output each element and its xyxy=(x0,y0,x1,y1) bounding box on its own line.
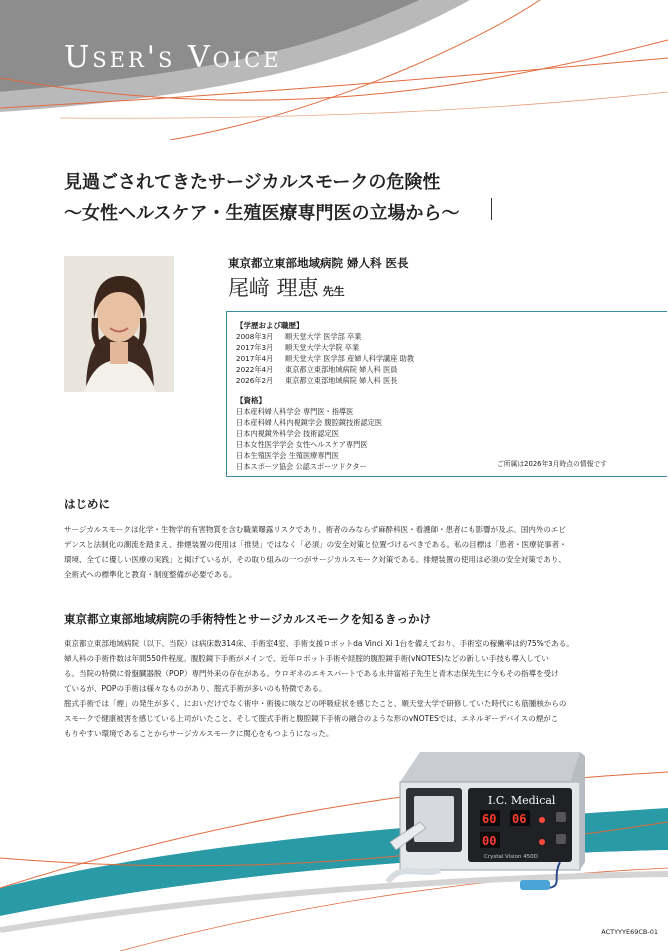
author-name: 尾﨑 理恵 xyxy=(228,276,319,300)
body-line: る。当院の特徴に骨盤臓器脱（POP）専門外来の存在がある。ウロギネのエキスパートである永井富裕子先生と青木志保先生に今もその指導を受け xyxy=(64,669,559,678)
body-line: デンスと法制化の潮流を踏まえ、排煙装置の使用は「推奨」ではなく「必須」の安全対策と位置づけるべきである。私の目標は「患者・医療従事者・ xyxy=(64,540,567,549)
qualification-item: 日本産科婦人科学会 専門医・指導医 xyxy=(236,407,354,416)
career-date: 2008年3月 xyxy=(236,332,274,341)
device-model: Crystal Vision 450D xyxy=(484,854,538,860)
body-line: 全術式への標準化と教育・制度整備が必要である。 xyxy=(64,570,237,579)
career-row xyxy=(236,343,359,353)
qualifications-heading: 【資格】 xyxy=(236,396,266,405)
headline-line-1: 見過ごされてきたサージカルスモークの危険性 xyxy=(64,172,441,193)
display-top-left: 60 xyxy=(482,812,497,826)
career-row xyxy=(236,365,397,375)
career-date: 2017年4月 xyxy=(236,354,274,363)
author-honorific: 先生 xyxy=(322,285,345,298)
body-line: 腟式手術では「煙」の発生が多く、においだけでなく術中・術後に咳などの呼吸症状を感じたこと、順天堂大学で研修していた時代にも筋腫核からの xyxy=(64,699,567,708)
qualification-item: 日本生殖医学会 生殖医療専門医 xyxy=(236,451,339,460)
career-text: 東京都立東部地域病院 婦人科 医員 xyxy=(285,365,398,374)
body-line: もりやすい環境であることからサージカルスモークに関心をもつようになった。 xyxy=(64,729,334,738)
section-heading-intro: はじめに xyxy=(64,497,110,511)
career-row xyxy=(236,332,361,342)
qualification-item: 日本産科婦人科内視鏡学会 腹腔鏡技術認定医 xyxy=(236,418,383,427)
career-text: 順天堂大学 医学部 産婦人科学講座 助教 xyxy=(285,354,415,363)
body-line: ているが、POPの手術は様々なものがあり、腟式手術が多いのも特徴である。 xyxy=(64,684,327,693)
qualification-item: 日本女性医学学会 女性ヘルスケア専門医 xyxy=(236,440,368,449)
headline-line-2: 〜女性ヘルスケア・生殖医療専門医の立場から〜 xyxy=(64,203,460,224)
author-affiliation: 東京都立東部地域病院 婦人科 医長 xyxy=(228,256,409,270)
career-row xyxy=(236,376,397,386)
body-line: スモークで健康被害を感じている上司がいたこと、そして腟式手術と腹腔鏡下手術の融合のような形のvNOTESでは、エネルギーデバイスの煙がこ xyxy=(64,714,559,723)
career-heading: 【学歴および職歴】 xyxy=(236,321,304,330)
body-line: サージカルスモークは化学・生物学的有害物質を含む職業曝露リスクであり、術者のみならず麻酔科医・看護師・患者にも影響が及ぶ。国内外のエビ xyxy=(64,525,566,534)
display-bottom: 00 xyxy=(482,834,497,848)
header-title: User's Voice xyxy=(64,40,282,75)
qualification-item: 日本内視鏡外科学会 技術認定医 xyxy=(236,429,339,438)
career-text: 順天堂大学 医学部 卒業 xyxy=(285,332,362,341)
career-date: 2017年3月 xyxy=(236,343,274,352)
author-portrait xyxy=(64,256,174,392)
document-code: ACTYYYE69CB-01 xyxy=(601,928,658,936)
body-line: 環境、全てに優しい医療の実践」と掲げているが、その取り組みの一つがサージカルスモーク対策である。排煙装置の使用は必須の安全対策であり、 xyxy=(64,555,566,564)
author-name-row xyxy=(228,272,345,302)
body-line: 婦人科の手術件数は年間550件程度。腹腔鏡下手術がメインで、近年ロボット手術や経腟的腹腔鏡手術(vNOTES)などの新しい手技も導入してい xyxy=(64,654,549,663)
body-line: 東京都立東部地域病院（以下、当院）は病床数314床、手術室4室、手術支援ロボットda Vinci Xi 1台を備えており、手術室の稼働率は約75%である。 xyxy=(64,639,574,648)
display-top-right: 06 xyxy=(512,812,527,826)
smoke-evacuator-device xyxy=(380,742,610,892)
qualification-item: 日本スポーツ協会 公認スポーツドクター xyxy=(236,462,367,471)
career-date: 2022年4月 xyxy=(236,365,274,374)
section-heading-hospital: 東京都立東部地域病院の手術特性とサージカルスモークを知るきっかけ xyxy=(64,612,431,626)
career-date: 2026年2月 xyxy=(236,376,274,385)
career-text: 東京都立東部地域病院 婦人科 医長 xyxy=(285,376,398,385)
career-text: 順天堂大学大学院 卒業 xyxy=(285,343,360,352)
career-row xyxy=(236,354,414,364)
headline-rule xyxy=(491,198,492,220)
as-of-note: ご所属は2026年3月時点の情報です xyxy=(497,460,607,468)
device-brand: I.C. Medical xyxy=(488,794,556,807)
